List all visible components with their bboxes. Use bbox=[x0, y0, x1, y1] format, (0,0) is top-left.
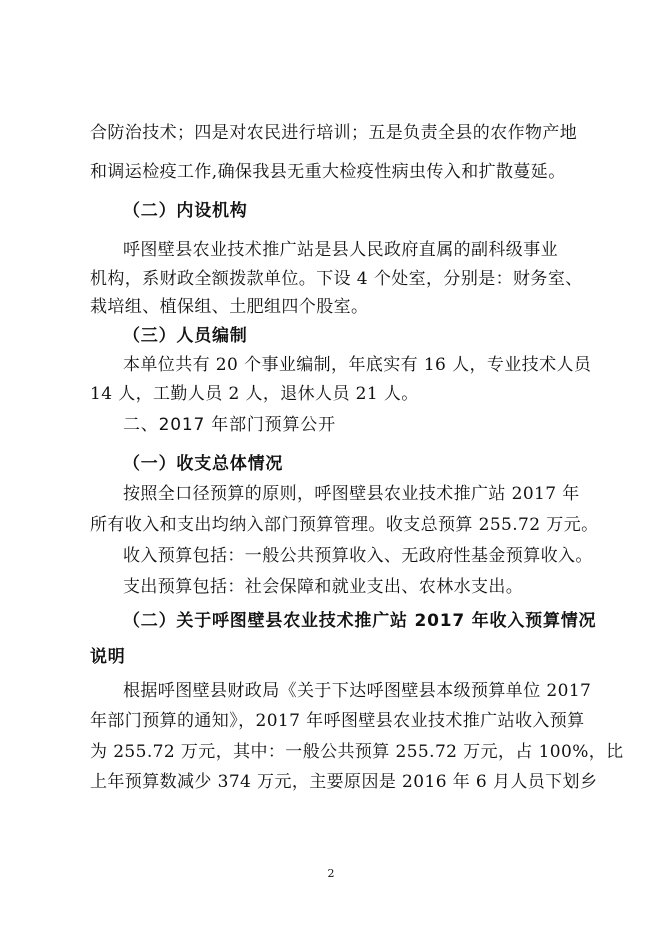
page-number: 2 bbox=[327, 867, 335, 880]
section-heading-income-budget: （二）关于呼图壁县农业技术推广站 2017 年收入预算情况 bbox=[123, 611, 597, 631]
body-line: 栽培组、植保组、土肥组四个股室。 bbox=[90, 297, 369, 317]
body-line: 上年预算数减少 374 万元，主要原因是 2016 年 6 月人员下划乡 bbox=[90, 772, 598, 792]
body-line: 和调运检疫工作,确保我县无重大检疫性病虫传入和扩散蔓延。 bbox=[90, 162, 566, 182]
body-line: 收入预算包括：一般公共预算收入、无政府性基金预算收入。 bbox=[123, 546, 593, 566]
body-line: 本单位共有 20 个事业编制，年底实有 16 人，专业技术人员 bbox=[123, 355, 592, 375]
section-heading-income-budget-cont: 说明 bbox=[90, 647, 126, 667]
body-line: 为 255.72 万元，其中：一般公共预算 255.72 万元，占 100%，比 bbox=[90, 742, 624, 762]
section-heading-staffing: （三）人员编制 bbox=[123, 326, 248, 346]
section-heading-budget-disclosure: 二、2017 年部门预算公开 bbox=[123, 415, 336, 435]
body-line: 根据呼图壁县财政局《关于下达呼图壁县本级预算单位 2017 bbox=[123, 681, 592, 701]
body-line: 机构，系财政全额拨款单位。下设 4 个处室，分别是：财务室、 bbox=[90, 269, 583, 289]
body-line: 按照全口径预算的原则，呼图壁县农业技术推广站 2017 年 bbox=[123, 484, 580, 504]
body-line: 年部门预算的通知》，2017 年呼图壁县农业技术推广站收入预算 bbox=[90, 711, 585, 731]
body-line: 支出预算包括：社会保障和就业支出、农林水支出。 bbox=[123, 577, 524, 597]
section-heading-internal-structure: （二）内设机构 bbox=[123, 201, 248, 221]
body-line: 所有收入和支出均纳入部门预算管理。收支总预算 255.72 万元。 bbox=[90, 515, 599, 535]
body-line: 呼图壁县农业技术推广站是县人民政府直属的副科级事业 bbox=[123, 240, 558, 260]
body-line: 合防治技术；四是对农民进行培训；五是负责全县的农作物产地 bbox=[90, 123, 578, 143]
section-heading-overall-budget: （一）收支总体情况 bbox=[123, 454, 284, 474]
body-line: 14 人，工勤人员 2 人，退休人员 21 人。 bbox=[90, 384, 419, 404]
